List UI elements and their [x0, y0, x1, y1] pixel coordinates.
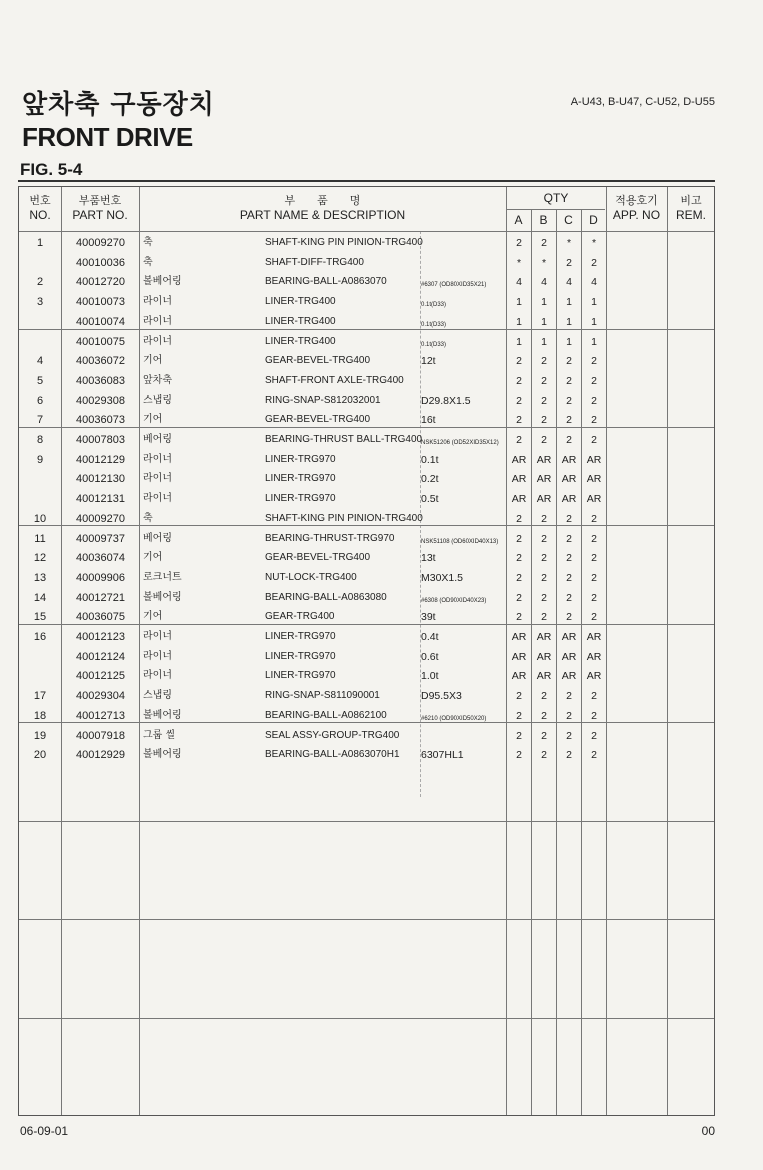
qty-b: AR [536, 631, 552, 643]
qty-c: 2 [566, 611, 572, 624]
table-row [19, 410, 714, 430]
qty-d: 2 [591, 512, 597, 525]
qty-a: 2 [516, 690, 522, 703]
qty-a: 1 [516, 315, 522, 328]
part-spec: #6307 (OD80XID35X21) [421, 282, 487, 289]
qty-b: 2 [541, 355, 547, 368]
qty-a: 2 [516, 552, 522, 565]
row-number: 10 [33, 512, 47, 525]
part-spec: #6210 (OD90XID50X20) [421, 715, 487, 722]
table-row [19, 253, 714, 273]
part-number: 40012125 [76, 670, 125, 683]
col-header-remarks: 비고 REM. [676, 194, 706, 222]
qty-b: 2 [541, 394, 547, 407]
part-description: LINER-TRG970 [265, 493, 336, 505]
part-name-korean: 볼베어링 [143, 749, 182, 761]
qty-a: * [516, 256, 522, 269]
qty-c: 2 [566, 552, 572, 565]
part-number: 40012713 [76, 709, 125, 722]
part-number: 40012721 [76, 591, 125, 604]
qty-b: AR [536, 453, 552, 466]
table-row [19, 450, 714, 470]
qty-b: 2 [541, 512, 547, 525]
qty-b: 1 [541, 335, 547, 348]
qty-c: 2 [566, 591, 572, 604]
part-description: SHAFT-DIFF-TRG400 [265, 256, 364, 268]
qty-b: 2 [541, 532, 547, 545]
qty-c: 2 [566, 256, 572, 269]
qty-c: 2 [566, 690, 572, 703]
part-name-korean: 볼베어링 [143, 591, 182, 603]
table-row [19, 312, 714, 332]
part-name-korean: 베어링 [143, 532, 172, 544]
qty-d: 1 [591, 315, 597, 328]
page-title-korean: 앞차축 구동장치 [22, 90, 215, 120]
part-number: 40036075 [76, 611, 125, 624]
qty-b: AR [536, 473, 552, 486]
col-header-app-no: 적용호기 APP. NO [612, 194, 661, 222]
qty-a: 2 [516, 532, 522, 545]
qty-d: 2 [591, 532, 597, 545]
qty-b: 1 [541, 315, 547, 328]
qty-d: 1 [591, 296, 597, 309]
part-description: GEAR-BEVEL-TRG400 [265, 414, 371, 426]
qty-b: 2 [541, 611, 547, 624]
part-spec: 0.1t [421, 453, 439, 466]
table-row [19, 529, 714, 549]
qty-a: 2 [516, 571, 522, 584]
qty-c: 2 [566, 512, 572, 525]
qty-b: 2 [541, 749, 547, 762]
qty-rule [506, 209, 605, 210]
qty-d: 2 [591, 414, 597, 427]
part-description: LINER-TRG970 [265, 473, 336, 485]
qty-a: 2 [516, 434, 522, 446]
part-description: BEARING-BALL-A0862100 [265, 709, 387, 721]
qty-c: 4 [566, 276, 572, 289]
part-name-korean: 볼베어링 [143, 276, 182, 288]
part-description: LINER-TRG400 [265, 315, 336, 327]
qty-d: AR [586, 493, 602, 506]
part-name-korean: 라이너 [143, 296, 172, 308]
row-number: 16 [33, 631, 47, 643]
qty-c: 2 [566, 414, 572, 427]
qty-d: AR [586, 473, 602, 486]
part-description: GEAR-TRG400 [265, 611, 335, 623]
qty-d: 2 [591, 709, 597, 722]
qty-b: 2 [541, 552, 547, 565]
group-rule [19, 821, 714, 822]
table-row [19, 371, 714, 391]
part-number: 40010073 [76, 296, 125, 309]
qty-c: 1 [566, 335, 572, 348]
qty-c: 2 [566, 374, 572, 387]
qty-d: AR [586, 453, 602, 466]
part-name-korean: 라이너 [143, 473, 172, 485]
table-row [19, 627, 714, 647]
part-name-korean: 스냅링 [143, 394, 172, 406]
qty-b: 2 [541, 434, 547, 446]
table-row [19, 666, 714, 686]
part-description: SHAFT-FRONT AXLE-TRG400 [265, 374, 404, 386]
table-row [19, 607, 714, 627]
part-description: NUT-LOCK-TRG400 [265, 571, 357, 583]
qty-b: 2 [541, 374, 547, 387]
row-number: 13 [33, 571, 47, 584]
part-description: RING-SNAP-S812032001 [265, 394, 381, 406]
part-description: GEAR-BEVEL-TRG400 [265, 552, 371, 564]
qty-c: AR [561, 453, 577, 466]
header-bottom-rule [19, 231, 714, 232]
table-row [19, 726, 714, 746]
table-row [19, 233, 714, 253]
part-name-korean: 기어 [143, 611, 163, 623]
part-name-korean: 축 [143, 512, 153, 524]
part-number: 40012123 [76, 631, 125, 643]
part-name-korean: 축 [143, 256, 153, 268]
qty-b: 2 [541, 571, 547, 584]
part-name-korean: 기어 [143, 414, 163, 426]
qty-a: 2 [516, 591, 522, 604]
part-name-korean: 라이너 [143, 315, 172, 327]
row-number: 19 [33, 729, 47, 742]
qty-b: 2 [541, 729, 547, 742]
part-spec: #6308 (OD90XID40X23) [421, 597, 487, 604]
part-number: 40009270 [76, 512, 125, 525]
qty-b: 2 [541, 690, 547, 703]
qty-c: 2 [566, 709, 572, 722]
qty-b: * [541, 256, 547, 269]
part-spec: 0.2t [421, 473, 439, 486]
part-name-korean: 라이너 [143, 631, 172, 642]
part-name-korean: 볼베어링 [143, 709, 182, 721]
qty-c: 2 [566, 749, 572, 762]
row-number: 14 [33, 591, 47, 604]
part-name-korean: 라이너 [143, 670, 172, 682]
part-number: 40012929 [76, 749, 125, 762]
qty-a: AR [511, 493, 527, 506]
part-number: 40029308 [76, 394, 125, 407]
qty-b: 2 [541, 414, 547, 427]
row-number: 8 [36, 434, 44, 446]
qty-d: AR [586, 650, 602, 663]
page-title-english: FRONT DRIVE [22, 122, 193, 152]
qty-b: 4 [541, 276, 547, 289]
qty-c: 2 [566, 729, 572, 742]
qty-d: 2 [591, 552, 597, 565]
table-row [19, 351, 714, 371]
qty-c: 2 [566, 434, 572, 446]
part-description: BEARING-BALL-A0863070H1 [265, 749, 400, 761]
qty-b: 2 [541, 237, 547, 249]
part-spec: 1.0t [421, 670, 439, 683]
qty-d: 2 [591, 355, 597, 368]
qty-b: AR [536, 493, 552, 506]
qty-c: 1 [566, 315, 572, 328]
part-number: 40009737 [76, 532, 125, 545]
row-number: 12 [33, 552, 47, 565]
parts-table [18, 186, 715, 1116]
row-number: 15 [33, 611, 47, 624]
qty-d: 2 [591, 749, 597, 762]
part-number: 40010036 [76, 256, 125, 269]
col-header-qty-c: C [564, 213, 573, 227]
part-description: SHAFT-KING PIN PINION-TRG400 [265, 237, 423, 248]
part-name-korean: 기어 [143, 355, 163, 367]
part-name-korean: 스냅링 [143, 690, 172, 702]
qty-a: 4 [516, 276, 522, 289]
qty-a: 2 [516, 414, 522, 427]
qty-b: AR [536, 650, 552, 663]
footer-page-number: 00 [701, 1124, 715, 1138]
part-spec: 0.1t(D33) [421, 321, 447, 328]
part-spec: 0.1t(D33) [421, 302, 447, 309]
qty-c: 1 [566, 296, 572, 309]
qty-a: 2 [516, 749, 522, 762]
part-spec: 0.5t [421, 493, 439, 506]
table-row [19, 292, 714, 312]
qty-a: AR [511, 453, 527, 466]
part-number: 40036083 [76, 374, 125, 387]
qty-a: AR [511, 473, 527, 486]
part-description: SEAL ASSY-GROUP-TRG400 [265, 729, 400, 741]
part-number: 40012130 [76, 473, 125, 486]
qty-c: * [566, 237, 572, 249]
table-row [19, 745, 714, 765]
qty-d: 4 [591, 276, 597, 289]
part-spec: 0.4t [421, 631, 439, 643]
part-description: RING-SNAP-S811090001 [265, 690, 380, 702]
part-spec: NSK51108 (OD60XID40X13) [421, 538, 499, 545]
qty-d: 2 [591, 571, 597, 584]
part-description: LINER-TRG970 [265, 453, 336, 465]
table-row [19, 272, 714, 292]
part-number: 40010074 [76, 315, 125, 328]
table-row [19, 332, 714, 352]
table-row [19, 489, 714, 509]
part-spec: 0.1t(D33) [421, 341, 447, 348]
part-description: LINER-TRG400 [265, 335, 336, 347]
part-spec: 13t [421, 552, 436, 565]
part-name-korean: 라이너 [143, 453, 172, 465]
part-number: 40036072 [76, 355, 125, 368]
table-row [19, 430, 714, 450]
qty-c: 2 [566, 532, 572, 545]
qty-a: 2 [516, 394, 522, 407]
col-header-qty: QTY [543, 191, 569, 205]
qty-d: AR [586, 670, 602, 683]
qty-a: 2 [516, 374, 522, 387]
part-number: 40012129 [76, 453, 125, 466]
part-spec: 16t [421, 414, 436, 427]
footer-date: 06-09-01 [20, 1124, 69, 1138]
part-description: LINER-TRG400 [265, 296, 336, 308]
row-number: 17 [33, 690, 47, 703]
qty-d: 2 [591, 611, 597, 624]
part-name-korean: 기어 [143, 552, 163, 564]
part-number: 40007918 [76, 729, 125, 742]
part-number: 40007803 [76, 434, 125, 446]
table-row [19, 469, 714, 489]
group-rule [19, 1018, 714, 1019]
part-spec: 6307HL1 [421, 749, 464, 762]
part-name-korean: 로크너트 [143, 571, 182, 583]
qty-d: 1 [591, 335, 597, 348]
part-spec: 0.6t [421, 650, 439, 663]
row-number: 4 [36, 355, 44, 368]
table-row [19, 706, 714, 726]
part-spec: NSK51206 (OD52XID35X12) [421, 440, 499, 446]
part-name-korean: 베어링 [143, 434, 172, 445]
table-row [19, 588, 714, 608]
part-spec: D95.5X3 [421, 690, 462, 703]
row-number: 1 [36, 237, 44, 249]
qty-b: 2 [541, 709, 547, 722]
part-spec: 12t [421, 355, 436, 368]
qty-d: * [591, 237, 597, 249]
part-number: 40036073 [76, 414, 125, 427]
qty-a: 2 [516, 729, 522, 742]
part-description: LINER-TRG970 [265, 631, 336, 642]
part-number: 40009270 [76, 237, 125, 249]
qty-c: 2 [566, 355, 572, 368]
qty-c: 2 [566, 394, 572, 407]
qty-d: 2 [591, 374, 597, 387]
qty-d: 2 [591, 591, 597, 604]
part-name-korean: 그룹 씰 [143, 729, 176, 741]
row-number: 18 [33, 709, 47, 722]
row-number: 2 [36, 276, 44, 289]
part-number: 40012124 [76, 650, 125, 663]
part-number: 40029304 [76, 690, 125, 703]
qty-a: 1 [516, 296, 522, 309]
qty-d: 2 [591, 256, 597, 269]
table-row [19, 391, 714, 411]
part-description: BEARING-BALL-A0863080 [265, 591, 387, 603]
part-name-korean: 라이너 [143, 493, 172, 505]
part-number: 40012131 [76, 493, 125, 506]
qty-c: 2 [566, 571, 572, 584]
table-row [19, 568, 714, 588]
qty-b: 2 [541, 591, 547, 604]
row-number: 20 [33, 749, 47, 762]
qty-d: AR [586, 631, 602, 643]
part-number: 40012720 [76, 276, 125, 289]
part-description: BEARING-BALL-A0863070 [265, 276, 387, 288]
qty-a: 1 [516, 335, 522, 348]
qty-b: AR [536, 670, 552, 683]
qty-c: AR [561, 650, 577, 663]
qty-d: 2 [591, 394, 597, 407]
part-name-korean: 앞차축 [143, 374, 172, 386]
part-number: 40036074 [76, 552, 125, 565]
col-header-qty-a: A [514, 213, 523, 227]
row-number: 7 [36, 414, 44, 427]
part-spec: 39t [421, 611, 436, 624]
part-number: 40009906 [76, 571, 125, 584]
header-rule [18, 180, 715, 182]
row-number: 3 [36, 296, 44, 309]
qty-d: 2 [591, 434, 597, 446]
qty-c: AR [561, 631, 577, 643]
qty-a: 2 [516, 512, 522, 525]
qty-c: AR [561, 473, 577, 486]
part-name-korean: 라이너 [143, 650, 172, 662]
part-name-korean: 축 [143, 237, 153, 248]
part-description: LINER-TRG970 [265, 650, 336, 662]
qty-a: 2 [516, 237, 522, 249]
part-description: LINER-TRG970 [265, 670, 336, 682]
col-header-part-no: 부품번호 PART NO. [72, 194, 128, 222]
col-header-qty-d: D [589, 213, 598, 227]
part-number: 40010075 [76, 335, 125, 348]
table-row [19, 647, 714, 667]
qty-a: AR [511, 650, 527, 663]
part-name-korean: 라이너 [143, 335, 172, 347]
group-rule [19, 919, 714, 920]
row-number: 11 [34, 532, 46, 545]
col-header-no: 번호 NO. [29, 194, 51, 222]
qty-a: AR [511, 631, 527, 643]
part-description: BEARING-THRUST BALL-TRG400 [265, 434, 423, 445]
part-spec: D29.8X1.5 [421, 394, 471, 407]
table-row [19, 548, 714, 568]
model-codes: A-U43, B-U47, C-U52, D-U55 [570, 96, 715, 108]
qty-c: AR [561, 670, 577, 683]
qty-a: 2 [516, 709, 522, 722]
figure-label: FIG. 5-4 [20, 160, 83, 179]
col-header-part-name: 부 품 명 PART NAME & DESCRIPTION [239, 194, 406, 222]
qty-a: AR [511, 670, 527, 683]
qty-d: 2 [591, 729, 597, 742]
part-description: SHAFT-KING PIN PINION-TRG400 [265, 512, 423, 524]
col-header-qty-b: B [539, 213, 548, 227]
row-number: 5 [36, 374, 44, 387]
row-number: 6 [36, 394, 44, 407]
qty-b: 1 [541, 296, 547, 309]
qty-c: AR [561, 493, 577, 506]
part-description: GEAR-BEVEL-TRG400 [265, 355, 371, 367]
part-spec: M30X1.5 [421, 571, 464, 584]
qty-d: 2 [591, 690, 597, 703]
table-row [19, 509, 714, 529]
row-number: 9 [36, 453, 44, 466]
qty-a: 2 [516, 611, 522, 624]
table-row [19, 686, 714, 706]
part-description: BEARING-THRUST-TRG970 [265, 532, 395, 544]
qty-a: 2 [516, 355, 522, 368]
